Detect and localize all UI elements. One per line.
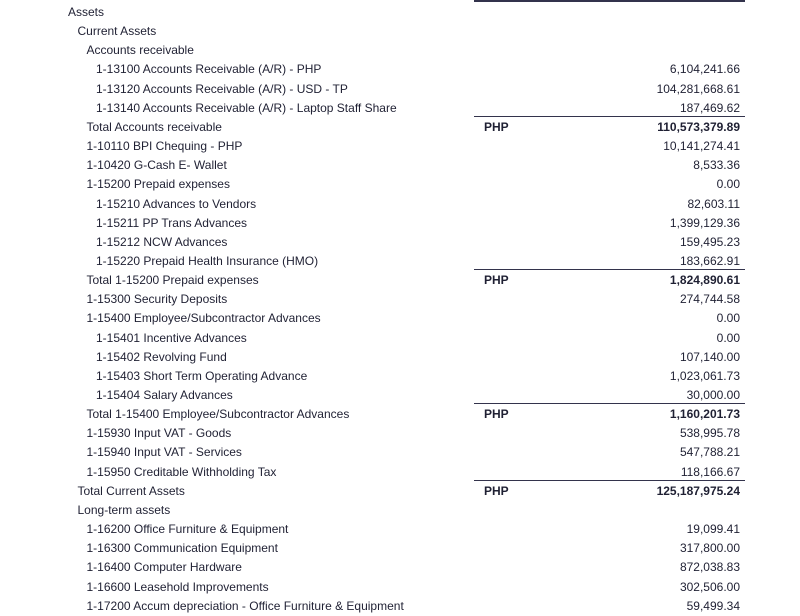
account-row <box>0 557 800 577</box>
account-label: 1-10110 BPI Chequing - PHP <box>86 139 243 154</box>
account-label: 1-13100 Accounts Receivable (A/R) - PHP <box>96 62 322 77</box>
amount-value: 59,499.34 <box>686 598 740 613</box>
amount-value: 8,533.36 <box>693 158 740 173</box>
section-header-row <box>0 21 800 41</box>
total-row <box>0 404 800 424</box>
amount-value: 82,603.11 <box>687 196 740 211</box>
amount-value: 1,399,129.36 <box>669 215 740 230</box>
amount-value: 0.00 <box>716 330 740 345</box>
section-header-row <box>0 40 800 60</box>
account-row <box>0 328 800 348</box>
amount-value: 0.00 <box>716 311 740 326</box>
currency-label: PHP <box>484 407 509 422</box>
currency-label: PHP <box>484 119 509 134</box>
account-row <box>0 519 800 539</box>
account-row <box>0 538 800 558</box>
account-row <box>0 98 800 118</box>
account-label: 1-15212 NCW Advances <box>96 234 228 249</box>
amount-value: 183,662.91 <box>679 253 740 268</box>
section-label: Current Assets <box>77 24 157 39</box>
account-row <box>0 385 800 405</box>
account-row <box>0 213 800 233</box>
amount-value: 6,104,241.66 <box>669 62 740 77</box>
amount-value: 872,038.83 <box>679 560 740 575</box>
section-header-row <box>0 2 800 22</box>
total-row <box>0 270 800 290</box>
account-row <box>0 232 800 252</box>
amount-value: 538,995.78 <box>679 426 740 441</box>
amount-value: 118,166.67 <box>680 464 740 479</box>
amount-value: 10,141,274.41 <box>663 139 740 154</box>
account-label: Total 1-15200 Prepaid expenses <box>86 273 259 288</box>
account-row <box>0 423 800 443</box>
account-row <box>0 347 800 367</box>
account-label: 1-16300 Communication Equipment <box>86 541 278 556</box>
account-label: 1-13140 Accounts Receivable (A/R) - Laptop Staff Share <box>96 100 397 115</box>
account-row <box>0 366 800 386</box>
account-row <box>0 462 800 482</box>
section-label: Long-term assets <box>77 502 171 517</box>
amount-value: 104,281,668.61 <box>656 81 740 96</box>
account-label: Total Current Assets <box>77 483 185 498</box>
account-label: 1-10420 G-Cash E- Wallet <box>86 158 227 173</box>
account-row <box>0 251 800 271</box>
amount-value: 1,023,061.73 <box>669 368 740 383</box>
account-label: 1-15210 Advances to Vendors <box>96 196 257 211</box>
account-row <box>0 59 800 79</box>
account-label: 1-17200 Accum depreciation - Office Furniture & Equipment <box>86 598 404 613</box>
section-label: Assets <box>68 5 105 19</box>
account-row <box>0 79 800 99</box>
account-label: 1-15211 PP Trans Advances <box>96 215 247 230</box>
currency-label: PHP <box>484 483 509 498</box>
amount-value: 125,187,975.24 <box>656 483 740 498</box>
account-label: 1-15950 Creditable Withholding Tax <box>86 464 277 479</box>
account-label: 1-16200 Office Furniture & Equipment <box>86 522 289 537</box>
account-label: 1-15300 Security Deposits <box>86 292 228 307</box>
section-header-row <box>0 500 800 520</box>
amount-value: 30,000.00 <box>686 388 740 402</box>
amount-value: 274,744.58 <box>679 292 740 307</box>
amount-value: 19,099.41 <box>686 522 740 537</box>
account-label: Total 1-15400 Employee/Subcontractor Advances <box>86 407 350 422</box>
amount-value: 317,800.00 <box>679 541 740 556</box>
account-row <box>0 596 800 616</box>
amount-value: 187,469.62 <box>679 100 740 115</box>
amount-value: 1,160,201.73 <box>669 407 740 422</box>
account-label: 1-15930 Input VAT - Goods <box>86 426 232 441</box>
amount-value: 302,506.00 <box>679 579 740 594</box>
account-row <box>0 442 800 462</box>
amount-value: 547,788.21 <box>679 445 740 460</box>
account-row <box>0 308 800 328</box>
currency-label: PHP <box>484 273 509 288</box>
total-row <box>0 117 800 137</box>
account-row <box>0 174 800 194</box>
amount-value: 1,824,890.61 <box>669 273 740 288</box>
account-label: 1-15402 Revolving Fund <box>96 349 227 364</box>
account-label: 1-16600 Leasehold Improvements <box>86 579 269 594</box>
account-label: 1-15200 Prepaid expenses <box>86 177 230 192</box>
amount-value: 159,495.23 <box>679 234 740 249</box>
account-label: 1-13120 Accounts Receivable (A/R) - USD - TP <box>96 81 348 96</box>
account-label: 1-15403 Short Term Operating Advance <box>96 368 308 383</box>
amount-value: 107,140.00 <box>679 349 740 364</box>
account-row <box>0 194 800 214</box>
account-row <box>0 136 800 156</box>
account-label: Total Accounts receivable <box>86 119 222 134</box>
total-row <box>0 481 800 501</box>
amount-value: 110,573,379.89 <box>657 119 740 134</box>
account-label: 1-15220 Prepaid Health Insurance (HMO) <box>96 253 319 268</box>
account-label: 1-15940 Input VAT - Services <box>86 445 242 460</box>
account-row <box>0 289 800 309</box>
account-label: 1-15400 Employee/Subcontractor Advances <box>86 311 321 326</box>
amount-value: 0.00 <box>716 177 740 192</box>
account-label: 1-15404 Salary Advances <box>96 388 233 402</box>
account-label: 1-15401 Incentive Advances <box>96 330 247 345</box>
account-row <box>0 155 800 175</box>
section-label: Accounts receivable <box>86 43 194 58</box>
account-row <box>0 577 800 597</box>
account-label: 1-16400 Computer Hardware <box>86 560 242 575</box>
